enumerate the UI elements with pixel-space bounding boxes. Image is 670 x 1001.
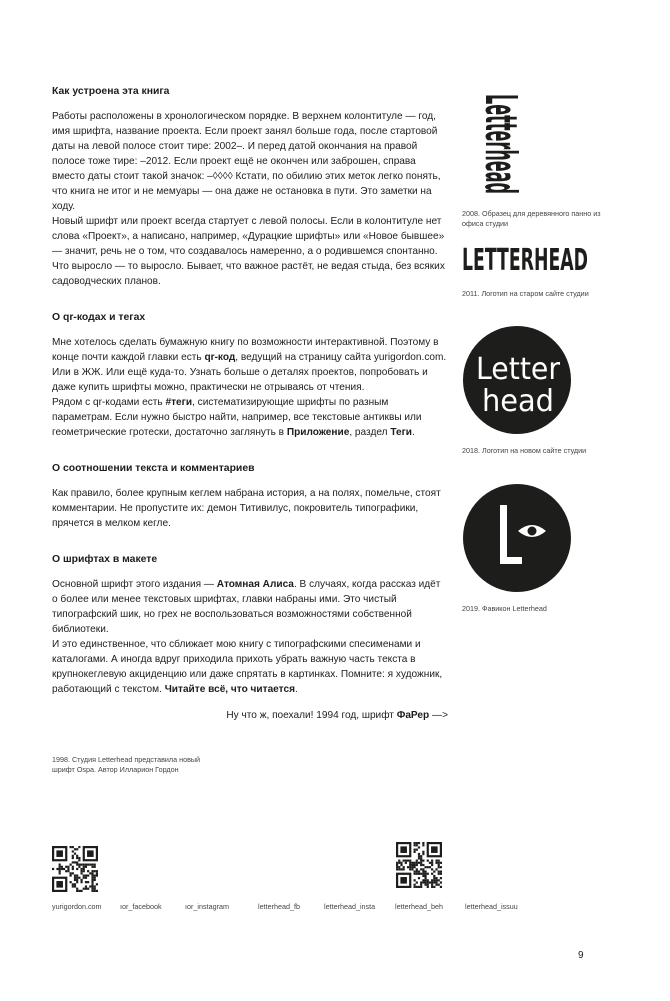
section-fonts-layout bbox=[52, 552, 448, 697]
paragraph: Основной шрифт этого издания — Атомная Алиса. В случаях, когда рассказ идёт о более или менее текстовых шрифтах, главки набраны ими. Это чистый типографский шик, но грех не воспользоваться возможностями собственной библиотеки. bbox=[52, 579, 441, 635]
section-qr-tags bbox=[52, 310, 448, 440]
letterhead-circle-logo bbox=[462, 325, 572, 435]
footnote: 1998. Студия Letterhead представила новый шрифт Ospa. Автор Илларион Гордон bbox=[52, 755, 201, 774]
link-yurigordon[interactable]: yurigordon.com bbox=[52, 902, 102, 911]
section-heading: О соотношении текста и комментариев bbox=[52, 463, 255, 474]
section-heading: О qr-кодах и тегах bbox=[52, 312, 146, 323]
paragraph: Новый шрифт или проект всегда стартует с левой полосы. Если в колонтитуле нет слова «Проект», а написано, например, «Дурацкие шрифты» или «Новое бывшее» — значит, речь не о том, что создавалось намеренно, а о родившемся спонтанно. Что выросло — то выросло. Бывает, что важное растёт, не ведая стыда, без всяких садоводческих планов. bbox=[52, 216, 445, 287]
letterhead-bold-logo bbox=[462, 238, 592, 278]
section-book-structure bbox=[52, 84, 448, 289]
logo-caption: 2011. Логотип на старом сайте студии bbox=[462, 289, 589, 298]
closing-line: Ну что ж, поехали! 1994 год, шрифт ФаРер —> bbox=[226, 710, 448, 721]
link-letterhead-insta[interactable]: letterhead_insta bbox=[324, 902, 376, 911]
link-ior-facebook[interactable]: ıor_facebook bbox=[120, 902, 162, 911]
paragraph: Рядом с qr-кодами есть #теги, систематизирующие шрифты по разным параметрам. Если нужно быстро найти, например, все текстовые антиквы или геометрические гротески, достаточно заглянуть в Приложение, раздел Теги. bbox=[52, 397, 422, 438]
link-letterhead-beh[interactable]: letterhead_beh bbox=[395, 902, 443, 911]
logo-line1: Letter bbox=[476, 352, 561, 387]
page-number: 9 bbox=[578, 950, 584, 961]
main-text-column bbox=[52, 84, 448, 723]
link-letterhead-fb[interactable]: letterhead_fb bbox=[258, 902, 300, 911]
logo-wordmark bbox=[475, 94, 526, 194]
logo-block-2008 bbox=[462, 90, 622, 228]
logo-line2: head bbox=[482, 384, 554, 419]
letterhead-vertical-logo bbox=[462, 90, 582, 200]
logo-caption: 2008. Образец для деревянного панно из офиса студии bbox=[462, 209, 601, 228]
section-heading: О шрифтах в макете bbox=[52, 554, 158, 565]
logo-caption: 2018. Логотип на новом сайте студии bbox=[462, 446, 587, 455]
logo-block-2019 bbox=[462, 483, 622, 614]
logo-caption: 2019. Фавикон Letterhead bbox=[462, 604, 547, 613]
paragraph: Мне хотелось сделать бумажную книгу по возможности интерактивной. Поэтому в конце почти каждой главки есть qr-код, ведущий на страницу сайта yurigordon.com. Или в ЖЖ. Или ещё куда-то. Узнать больше о деталях проектов, попробовать и даже купить шрифты можно, практически не отрываясь от чтения. bbox=[52, 337, 447, 393]
letterhead-favicon-icon bbox=[462, 483, 572, 593]
section-heading: Как устроена эта книга bbox=[52, 86, 170, 97]
paragraph: И это единственное, что сближает мою книгу с типографскими спесименами и каталогами. А иногда вдруг приходила прихоть убрать важную часть текста в крупнокеглевую акциденцию или даже спрятать в картинках. Помните: я художник, работающий с текстом. Читайте всё, что читается. bbox=[52, 639, 443, 695]
logo-block-2011 bbox=[462, 238, 622, 299]
link-ior-instagram[interactable]: ıor_instagram bbox=[185, 902, 229, 911]
qr-code-left[interactable] bbox=[52, 846, 98, 892]
link-letterhead-issuu[interactable]: letterhead_issuu bbox=[465, 902, 518, 911]
paragraph: Работы расположены в хронологическом порядке. В верхнем колонтитуле — год, имя шрифта, название проекта. Если проект занял больше года, после стартовой даты на левой полосе стоит тире: 2002–. И перед датой окончания на правой полосе тоже тире: –2012. Если проект ещё не окончен или заброшен, справа вместо даты стоит такой значок: –◊◊◊◊ Кстати, по обилию этих меток легко понять, что книга не итог и не мемуары — она даже не остановка в пути. Это заметки на ходу. bbox=[52, 111, 441, 212]
logo-wordmark: LETTERHEAD bbox=[462, 243, 588, 278]
paragraph: Как правило, более крупным кеглем набрана история, а на полях, помельче, стоят комментарии. Не пропустите их: демон Титивилус, покровитель типографики, прячется в мелком кегле. bbox=[52, 488, 441, 529]
section-text-comments bbox=[52, 461, 448, 531]
logo-block-2018 bbox=[462, 325, 622, 456]
qr-code-right[interactable] bbox=[396, 842, 442, 888]
